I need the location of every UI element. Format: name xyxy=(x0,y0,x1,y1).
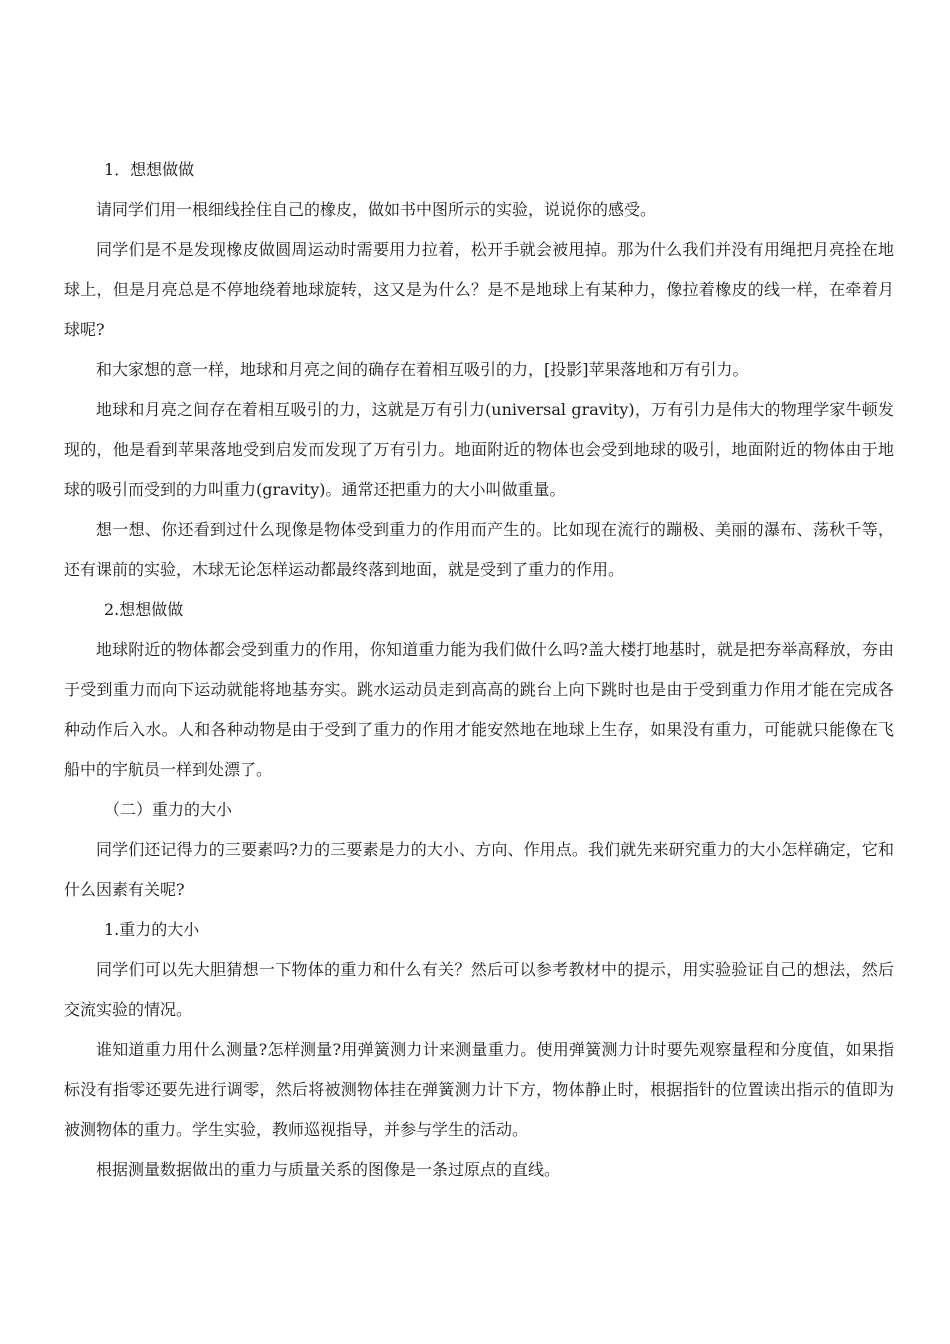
paragraph-4: 地球和月亮之间存在着相互吸引的力，这就是万有引力(universal gravity)，万有引力是伟大的物理学家牛顿发现的，他是看到苹果落地受到启发而发现了万有引力。地面附近的物体也会受到地球的吸引，地面附近的物体由于地球的吸引而受到的力叫重力(gravity)。通常还把重力的大小叫做重量。 xyxy=(64,400,894,499)
paragraph-3: 和大家想的意一样，地球和月亮之间的确存在着相互吸引的力，[投影]苹果落地和万有引力。 xyxy=(96,360,749,379)
paragraph-5: 想一想、你还看到过什么现像是物体受到重力的作用而产生的。比如现在流行的蹦极、美丽的瀑布、荡秋千等，还有课前的实验，木球无论怎样运动都最终落到地面，就是受到了重力的作用。 xyxy=(64,520,894,579)
section-heading-2: 2.想想做做 xyxy=(104,600,184,619)
section-heading-3: 1.重力的大小 xyxy=(104,920,200,939)
section-heading-1: 1．想想做做 xyxy=(104,160,195,179)
document-page xyxy=(64,150,894,1190)
paragraph-7: 同学们还记得力的三要素吗?力的三要素是力的大小、方向、作用点。我们就先来研究重力的大小怎样确定，它和什么因素有关呢? xyxy=(64,840,894,899)
paragraph-2: 同学们是不是发现橡皮做圆周运动时需要用力拉着，松开手就会被甩掉。那为什么我们并没有用绳把月亮拴在地球上，但是月亮总是不停地绕着地球旋转，这又是为什么？是不是地球上有某种力，像拉着橡皮的线一样，在牵着月球呢? xyxy=(64,240,894,339)
paragraph-6: 地球附近的物体都会受到重力的作用，你知道重力能为我们做什么吗?盖大楼打地基时，就是把夯举高释放，夯由于受到重力而向下运动就能将地基夯实。跳水运动员走到高高的跳台上向下跳时也是由于受到重力作用才能在完成各种动作后入水。人和各种动物是由于受到了重力的作用才能安然地在地球上生存，如果没有重力，可能就只能像在飞船中的宇航员一样到处漂了。 xyxy=(64,640,894,779)
paragraph-10: 根据测量数据做出的重力与质量关系的图像是一条过原点的直线。 xyxy=(96,1160,561,1179)
paragraph-1: 请同学们用一根细线拴住自己的橡皮，做如书中图所示的实验，说说你的感受。 xyxy=(96,200,657,219)
section-heading-gravity-magnitude: （二）重力的大小 xyxy=(104,800,233,819)
paragraph-8: 同学们可以先大胆猜想一下物体的重力和什么有关？然后可以参考教材中的提示，用实验验证自己的想法，然后交流实验的情况。 xyxy=(64,960,894,1019)
paragraph-9: 谁知道重力用什么测量?怎样测量?用弹簧测力计来测量重力。使用弹簧测力计时要先观察量程和分度值，如果指标没有指零还要先进行调零，然后将被测物体挂在弹簧测力计下方，物体静止时，根据指针的位置读出指示的值即为被测物体的重力。学生实验，教师巡视指导，并参与学生的活动。 xyxy=(64,1040,894,1139)
